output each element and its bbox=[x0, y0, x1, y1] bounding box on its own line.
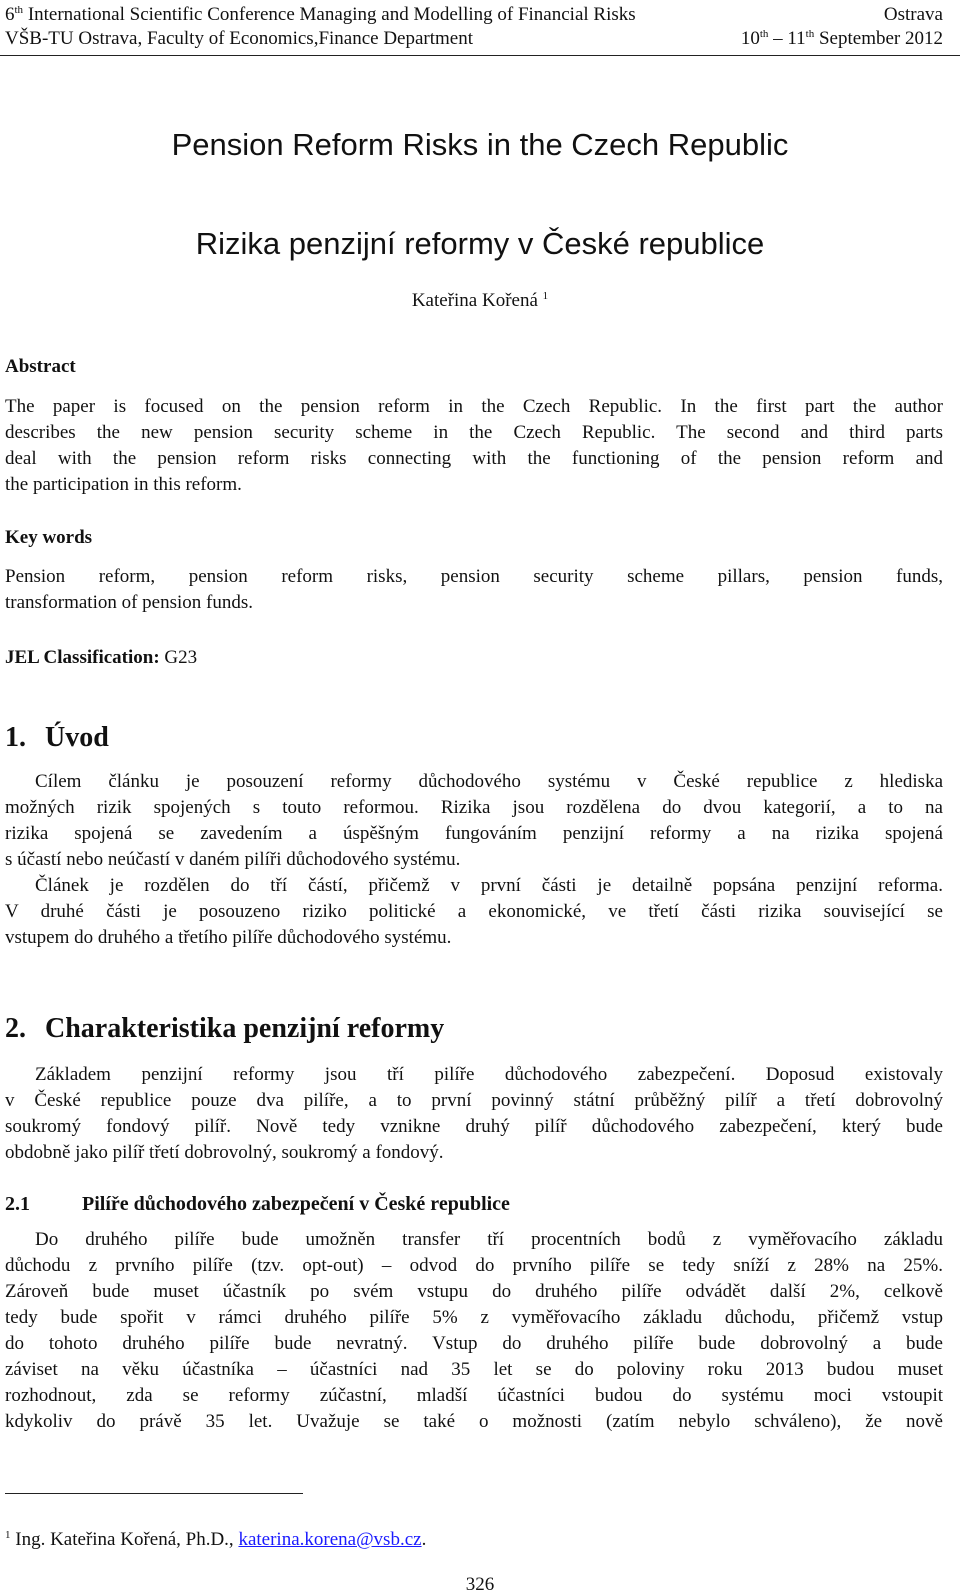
section-1-heading: 1. Úvod bbox=[5, 722, 109, 753]
body-line: rizika spojená se zavedením a úspěšným fungováním penzijní reformy a na rizika spojená bbox=[5, 823, 943, 844]
body-line: Do druhého pilíře bude umožněn transfer tří procentních bodů z vyměřovacího základu bbox=[35, 1229, 943, 1250]
section-2-heading: 2. Charakteristika penzijní reformy bbox=[5, 1013, 445, 1044]
keywords-line: transformation of pension funds. bbox=[5, 592, 254, 613]
jel-value: G23 bbox=[159, 647, 198, 668]
body-line: do tohoto druhého pilíře bude nevratný. Vstup do druhého pilíře bude dobrovolný a bude bbox=[5, 1333, 943, 1354]
body-line: Cílem článku je posouzení reformy důchodového systému v České republice z hlediska bbox=[35, 771, 943, 792]
footnote: $^1$ Ing. Kateřina Kořená, Ph.D., katerina.korena@vsb.cz. bbox=[5, 1529, 427, 1550]
institution: VŠB-TU Ostrava, Faculty of Economics,Finance Department bbox=[5, 28, 474, 49]
conference-city: Ostrava bbox=[883, 4, 943, 25]
body-line: Zároveň bude muset účastník po svém vstupu do druhého pilíře odvádět další 2%, celkově bbox=[5, 1281, 943, 1302]
keywords-heading: Key words bbox=[5, 527, 93, 548]
jel-classification bbox=[5, 645, 943, 671]
author: Kateřina Kořená $^1$ bbox=[411, 290, 549, 311]
body-line: tedy bude spořit v rámci druhého pilíře 5% z vyměřovacího základu důchodu, přičemž vstup bbox=[5, 1307, 943, 1328]
section-2-text bbox=[5, 1062, 943, 1166]
keywords-line: Pension reform, pension reform risks, pension security scheme pillars, pension funds, bbox=[5, 566, 943, 587]
paper-title-en: Pension Reform Risks in the Czech Republic bbox=[171, 127, 789, 162]
body-line: možných rizik spojených s touto reformou. Rizika jsou rozdělena do dvou kategorií, a to na bbox=[5, 797, 943, 818]
body-line: soukromý fondový pilíř. Nově tedy vznikne druhý pilíř důchodového zabezpečení, který bude bbox=[5, 1116, 943, 1137]
abstract-line: The paper is focused on the pension reform in the Czech Republic. In the first part the author bbox=[5, 396, 943, 417]
keywords-text bbox=[5, 564, 943, 616]
page-number: 326 bbox=[465, 1574, 495, 1595]
paper-title-cz: Rizika penzijní reformy v České republice bbox=[195, 226, 765, 261]
abstract-heading: Abstract bbox=[5, 356, 76, 377]
body-line: V druhé části je posouzeno riziko politické a ekonomické, ve třetí části rizika související se bbox=[5, 901, 943, 922]
body-line: kdykoliv do právě 35 let. Uvažuje se také o možnosti (zatím nebylo schváleno), že nově bbox=[5, 1411, 943, 1432]
section-1-text bbox=[5, 769, 943, 951]
abstract-line: the participation in this reform. bbox=[5, 474, 242, 495]
section-2-1-text bbox=[5, 1227, 943, 1435]
body-line: záviset na věku účastníka – účastníci nad 35 let se do poloviny roku 2013 budou muset bbox=[5, 1359, 943, 1380]
body-line: s účastí nebo neúčastí v daném pilíři důchodového systému. bbox=[5, 849, 461, 870]
abstract-line: deal with the pension reform risks connecting with the functioning of the pension reform and bbox=[5, 448, 943, 469]
body-line: Základem penzijní reformy jsou tří pilíře důchodového zabezpečení. Doposud existovaly bbox=[35, 1064, 943, 1085]
body-line: Článek je rozdělen do tří částí, přičemž v první části je detailně popsána penzijní reforma. bbox=[35, 875, 943, 896]
conference-date: 10th – 11th September 2012 bbox=[740, 28, 943, 49]
abstract-line: describes the new pension security scheme in the Czech Republic. The second and third parts bbox=[5, 422, 943, 443]
body-line: důchodu z prvního pilíře (tzv. opt-out) – odvod do prvního pilíře se tedy sníží z 28% na 25%. bbox=[5, 1255, 943, 1276]
jel-label: JEL Classification: bbox=[5, 647, 160, 668]
header-divider bbox=[0, 55, 960, 56]
body-line: rozhodnout, zda se reformy zúčastní, mladší účastníci budou do systému moci vstoupit bbox=[5, 1385, 943, 1406]
abstract-text bbox=[5, 394, 943, 498]
author-footnote-mark: 1 bbox=[542, 290, 549, 302]
author-email-link[interactable]: katerina.korena@vsb.cz bbox=[238, 1529, 422, 1550]
body-line: vstupem do druhého a třetího pilíře důchodového systému. bbox=[5, 927, 452, 948]
conference-name: 6th International Scientific Conference Managing and Modelling of Financial Risks bbox=[5, 4, 636, 25]
body-line: v České republice pouze dva pilíře, a to první povinný státní průběžný pilíř a třetí dobrovolný bbox=[5, 1090, 943, 1111]
footnote-divider bbox=[5, 1493, 303, 1494]
section-2-1-heading: 2.1 Pilíře důchodového zabezpečení v České republice bbox=[5, 1193, 510, 1215]
footnote-mark: 1 bbox=[5, 1529, 11, 1541]
body-line: obdobně jako pilíř třetí dobrovolný, soukromý a fondový. bbox=[5, 1142, 444, 1163]
